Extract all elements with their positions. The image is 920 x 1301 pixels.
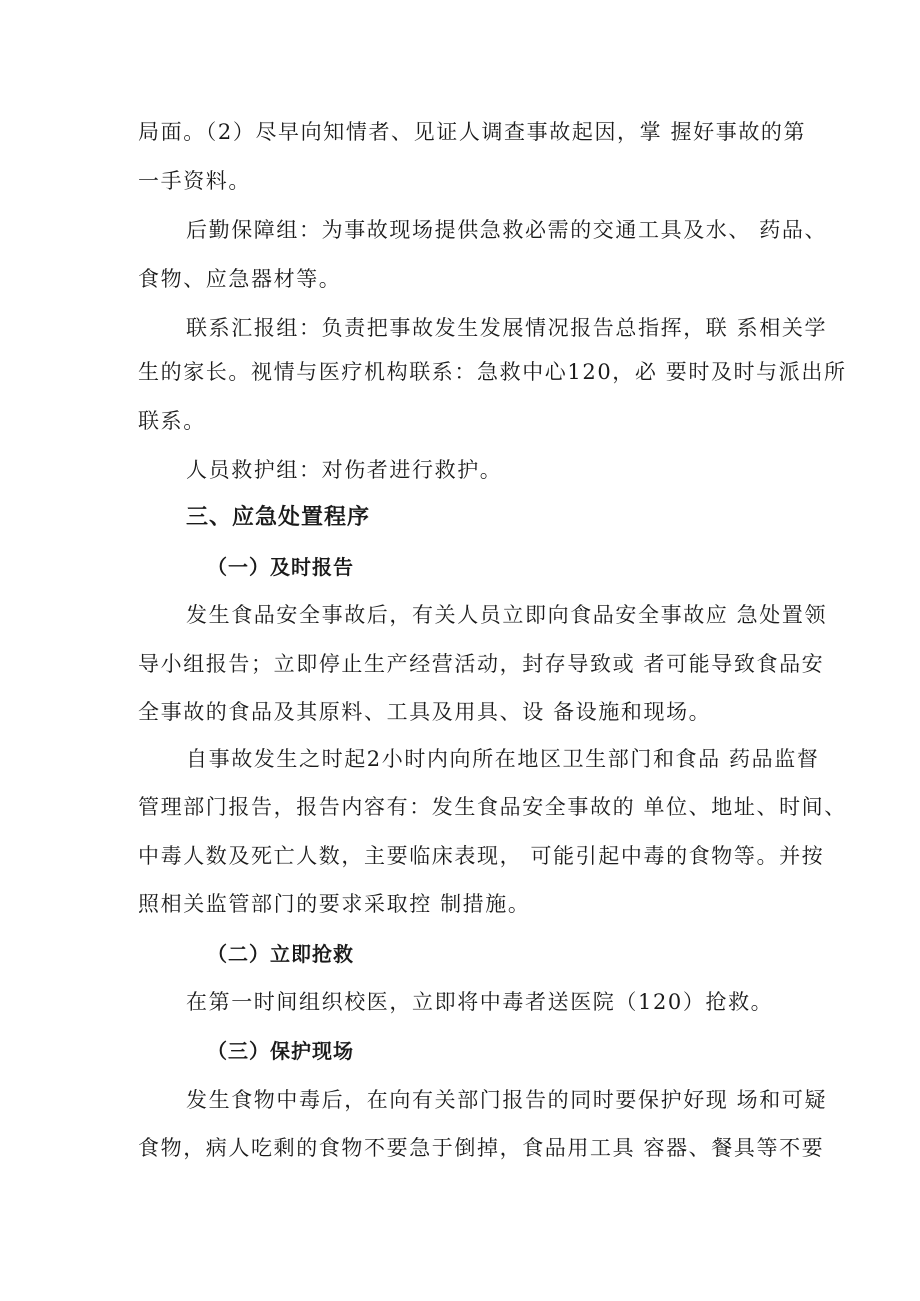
paragraph-line: 自事故发生之时起2小时内向所在地区卫生部门和食品 药品监督 bbox=[186, 747, 820, 771]
paragraph-line: 在第一时间组织校医，立即将中毒者送医院（120）抢救。 bbox=[186, 990, 774, 1014]
paragraph-line: 发生食品安全事故后，有关人员立即向食品安全事故应 急处置领 bbox=[186, 603, 828, 627]
paragraph-line: 管理部门报告，报告内容有：发生食品安全事故的 单位、地址、时间、 bbox=[138, 795, 847, 819]
paragraph-line: 中毒人数及死亡人数，主要临床表现， 可能引起中毒的食物等。并按 bbox=[138, 844, 825, 868]
paragraph-line: 一手资料。 bbox=[138, 169, 251, 193]
paragraph-line: 联系。 bbox=[138, 409, 206, 433]
subsection-heading: （一）及时报告 bbox=[207, 555, 354, 579]
paragraph-line: 人员救护组：对伤者进行救护。 bbox=[186, 458, 503, 482]
paragraph-line: 发生食物中毒后，在向有关部门报告的同时要保护好现 场和可疑 bbox=[186, 1088, 828, 1112]
paragraph-line: 局面。（2）尽早向知情者、见证人调查事故起因，掌 握好事故的第 bbox=[138, 120, 807, 144]
paragraph-line: 全事故的食品及其原料、工具及用具、设 备设施和现场。 bbox=[138, 700, 712, 724]
subsection-heading: （三）保护现场 bbox=[207, 1039, 354, 1063]
section-heading: 三、应急处置程序 bbox=[186, 505, 371, 530]
paragraph-line: 联系汇报组：负责把事故发生发展情况报告总指挥，联 系相关学 bbox=[186, 316, 828, 340]
paragraph-line: 导小组报告；立即停止生产经营活动，封存导致或 者可能导致食品安 bbox=[138, 652, 825, 676]
paragraph-line: 食物，病人吃剩的食物不要急于倒掉，食品用工具 容器、餐具等不要 bbox=[138, 1136, 825, 1160]
paragraph-line: 照相关监管部门的要求采取控 制措施。 bbox=[138, 892, 531, 916]
paragraph-line: 生的家长。视情与医疗机构联系：急救中心120，必 要时及时与派出所 bbox=[138, 360, 847, 384]
subsection-heading: （二）立即抢救 bbox=[207, 942, 354, 966]
paragraph-line: 食物、应急器材等。 bbox=[138, 267, 342, 291]
paragraph-line: 后勤保障组：为事故现场提供急救必需的交通工具及水、 药品、 bbox=[186, 218, 828, 242]
